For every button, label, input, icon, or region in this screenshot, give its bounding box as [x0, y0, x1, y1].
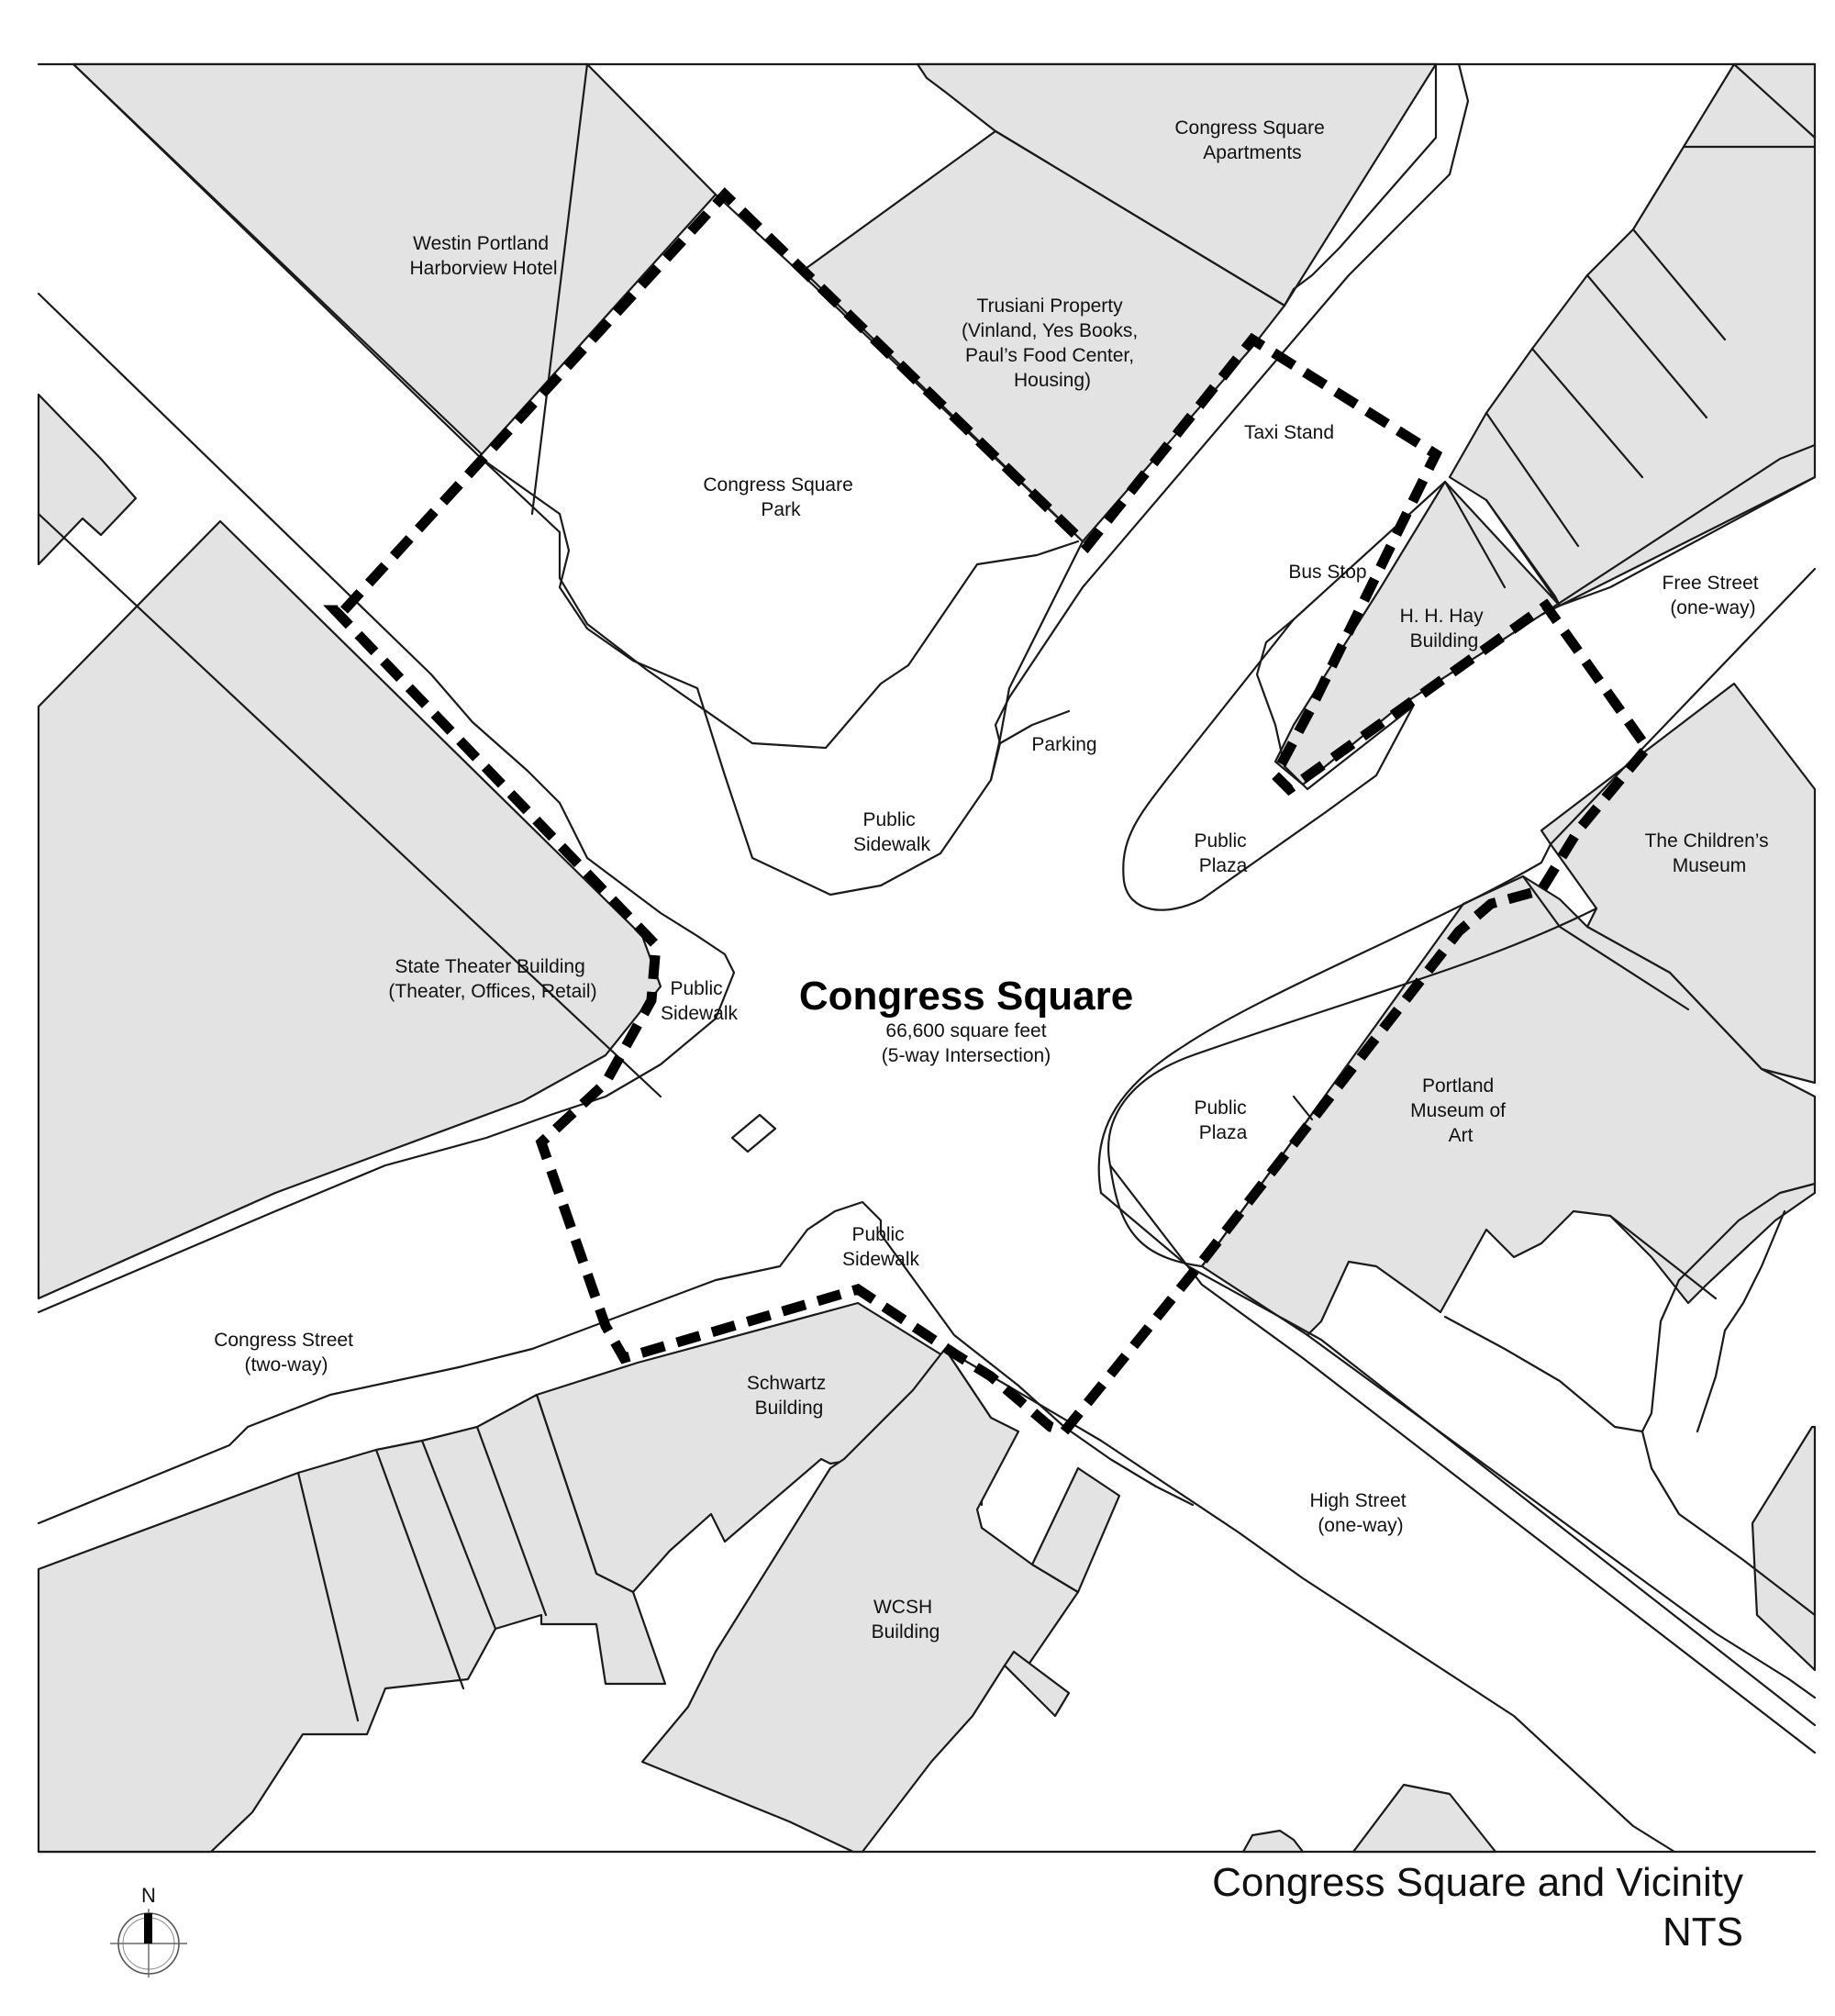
label-public-plaza-east: Public Plaza	[1194, 1097, 1248, 1143]
map-scale-note: NTS	[1663, 1910, 1743, 1955]
congress-square-title: Congress Square	[798, 974, 1134, 1019]
label-childrens-museum: The Children’s Museum	[1644, 830, 1769, 876]
label-wcsh-building: WCSH Building	[871, 1597, 940, 1643]
label-public-sidewalk-north: Public Sidewalk	[852, 809, 931, 855]
label-trusiani: Trusiani Property (Vinland, Yes Books, Paul’s Food Center, Housing)	[961, 295, 1139, 391]
label-congress-square-park: Congress Square Park	[703, 474, 853, 520]
bottom-building-1	[1243, 1831, 1303, 1852]
west-small-building	[39, 395, 136, 564]
label-parking: Parking	[1031, 734, 1097, 755]
median-island	[732, 1115, 775, 1152]
small-annex-south	[1005, 1652, 1069, 1716]
label-congress-street: Congress Street (two-way)	[214, 1330, 353, 1376]
label-state-theater: State Theater Building (Theater, Offices, Retail)	[388, 956, 597, 1002]
bottom-building-2	[1353, 1785, 1496, 1852]
label-free-street: Free Street (one-way)	[1662, 573, 1759, 618]
congress-square-note: (5-way Intersection)	[881, 1045, 1051, 1066]
map-title: Congress Square and Vicinity	[1212, 1860, 1743, 1905]
buildings	[39, 64, 1815, 1852]
label-schwartz-building: Schwartz Building	[746, 1373, 827, 1419]
label-public-plaza-north: Public Plaza	[1194, 830, 1248, 876]
label-congress-square-apartments: Congress Square Apartments	[1174, 117, 1325, 163]
label-portland-museum-of-art: Portland Museum of Art	[1410, 1075, 1507, 1146]
label-westin: Westin Portland Harborview Hotel	[409, 233, 558, 279]
small-building-south	[1032, 1468, 1119, 1592]
state-theater-building	[39, 521, 661, 1298]
westin-building	[73, 64, 716, 454]
congress-square-area: 66,600 square feet	[885, 1020, 1047, 1041]
label-hh-hay-building: H. H. Hay Building	[1399, 606, 1484, 652]
label-taxi-stand: Taxi Stand	[1243, 422, 1335, 443]
label-public-sidewalk-west: Public Sidewalk	[660, 978, 739, 1024]
label-bus-stop: Bus Stop	[1288, 562, 1367, 583]
label-public-sidewalk-south: Public Sidewalk	[841, 1224, 920, 1270]
se-corner-building	[1752, 1427, 1815, 1670]
north-label: N	[141, 1884, 156, 1907]
label-high-street: High Street (one-way)	[1309, 1490, 1407, 1536]
north-arrow-icon	[110, 1884, 187, 1977]
